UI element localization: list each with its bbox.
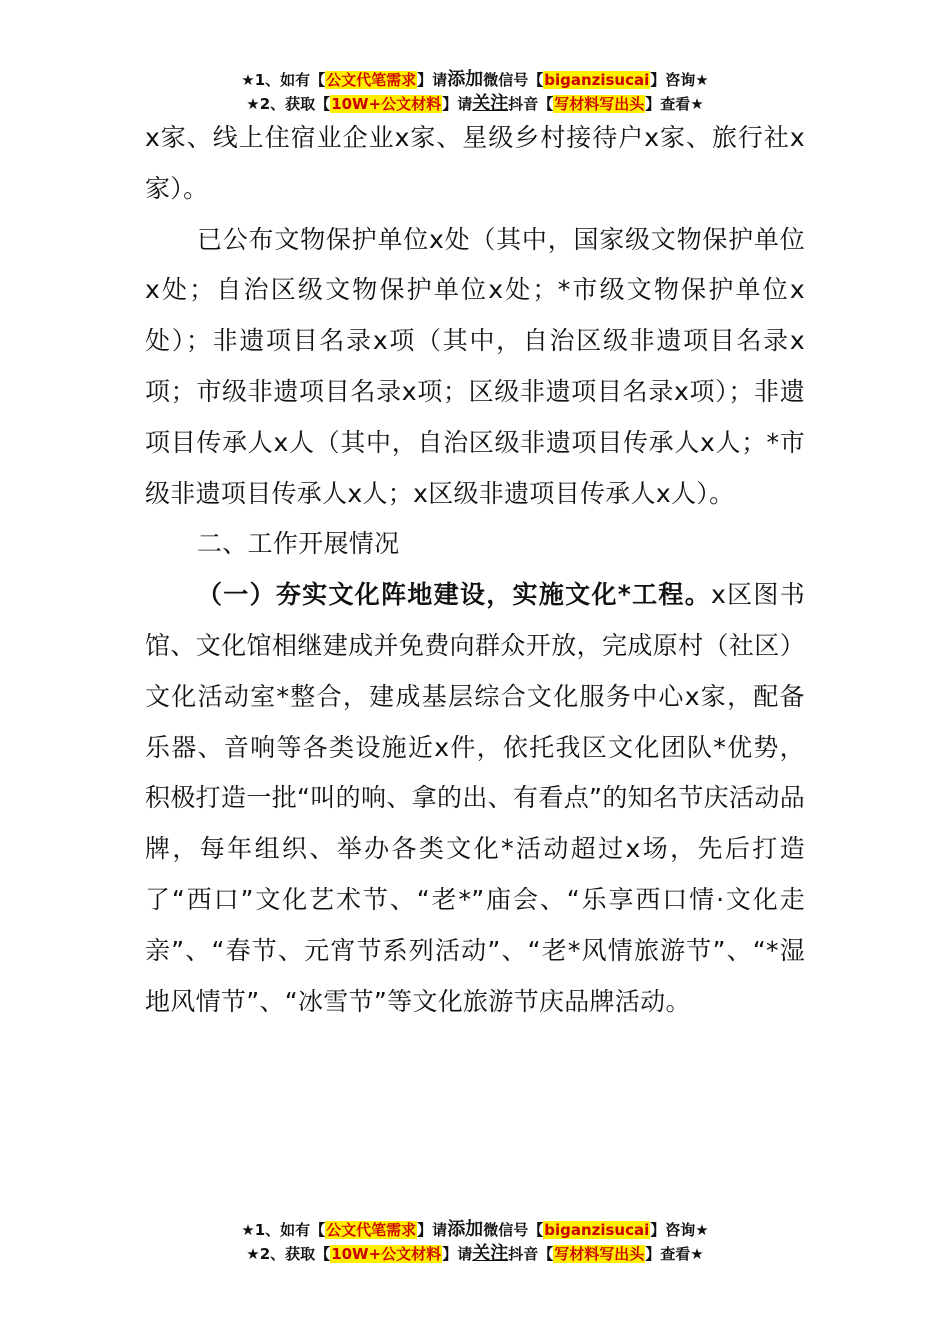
promo-text: 抖音【	[508, 95, 554, 113]
promo-text: ★1、如有【	[241, 1221, 326, 1239]
promo-text: 】请	[417, 1221, 448, 1239]
promo-text: 微信号【	[483, 1221, 544, 1239]
document-body	[145, 113, 805, 1027]
promo-text: 】查看★	[645, 1245, 704, 1263]
paragraph: x家、线上住宿业企业x家、星级乡村接待户x家、旅行社x家）。	[145, 123, 805, 203]
promo-text: 】咨询★	[650, 1221, 709, 1239]
promo-line-1	[0, 1218, 950, 1242]
header-promo-banner	[0, 68, 950, 116]
promo-text: 】请	[442, 95, 473, 113]
highlight-text: 公文代笔需求	[326, 71, 417, 89]
promo-text: 】查看★	[645, 95, 704, 113]
promo-text: 】请	[417, 71, 448, 89]
promo-text: 关注	[472, 1243, 509, 1264]
promo-text: ★2、获取【	[246, 1245, 331, 1263]
promo-line-2	[0, 1242, 950, 1266]
promo-text: 关注	[472, 93, 509, 114]
subsection-heading: （一）夯实文化阵地建设，实施文化*工程。	[197, 580, 712, 610]
highlight-douyin-id: 写材料写出头	[554, 95, 645, 113]
highlight-text: 10W+公文材料	[331, 95, 442, 113]
highlight-wechat-id: biganzisucai	[544, 1221, 650, 1239]
section-heading: 二、工作开展情况	[197, 529, 400, 559]
paragraph-text: x区图书馆、文化馆相继建成并免费向群众开放，完成原村（社区）文化活动室*整合，建成基层综合文化服务中心x家，配备乐器、音响等各类设施近x件，依托我区文化团队*优势，积极打造一批“叫的响、拿的出、有看点”的知名节庆活动品牌，每年组织、举办各类文化*活动超过x场，先后打造了“西口”文化艺术节、“老*”庙会、“乐享西口情·文化走亲”、“春节、元宵节系列活动”、“老*风情旅游节”、“*湿地风情节”、“冰雪节”等文化旅游节庆品牌活动。	[145, 580, 806, 1016]
highlight-wechat-id: biganzisucai	[544, 71, 650, 89]
paragraph: 已公布文物保护单位x处（其中，国家级文物保护单位x处；自治区级文物保护单位x处；*市级文物保护单位x处）；非遗项目名录x项（其中，自治区级非遗项目名录x项；市级非遗项目名录x项；区级非遗项目名录x项）；非遗项目传承人x人（其中，自治区级非遗项目传承人x人；*市级非遗项目传承人x人；x区级非遗项目传承人x人）。	[145, 224, 805, 508]
highlight-douyin-id: 写材料写出头	[554, 1245, 645, 1263]
promo-text: 添加	[447, 1219, 484, 1240]
promo-text: ★1、如有【	[241, 71, 326, 89]
footer-promo-banner	[0, 1218, 950, 1266]
promo-text: 微信号【	[483, 71, 544, 89]
highlight-text: 公文代笔需求	[326, 1221, 417, 1239]
paragraph	[145, 570, 805, 1027]
promo-line-1	[0, 68, 950, 92]
highlight-text: 10W+公文材料	[331, 1245, 442, 1263]
promo-text: 添加	[447, 69, 484, 90]
promo-text: ★2、获取【	[246, 95, 331, 113]
promo-text: 抖音【	[508, 1245, 554, 1263]
promo-text: 】咨询★	[650, 71, 709, 89]
promo-text: 】请	[442, 1245, 473, 1263]
